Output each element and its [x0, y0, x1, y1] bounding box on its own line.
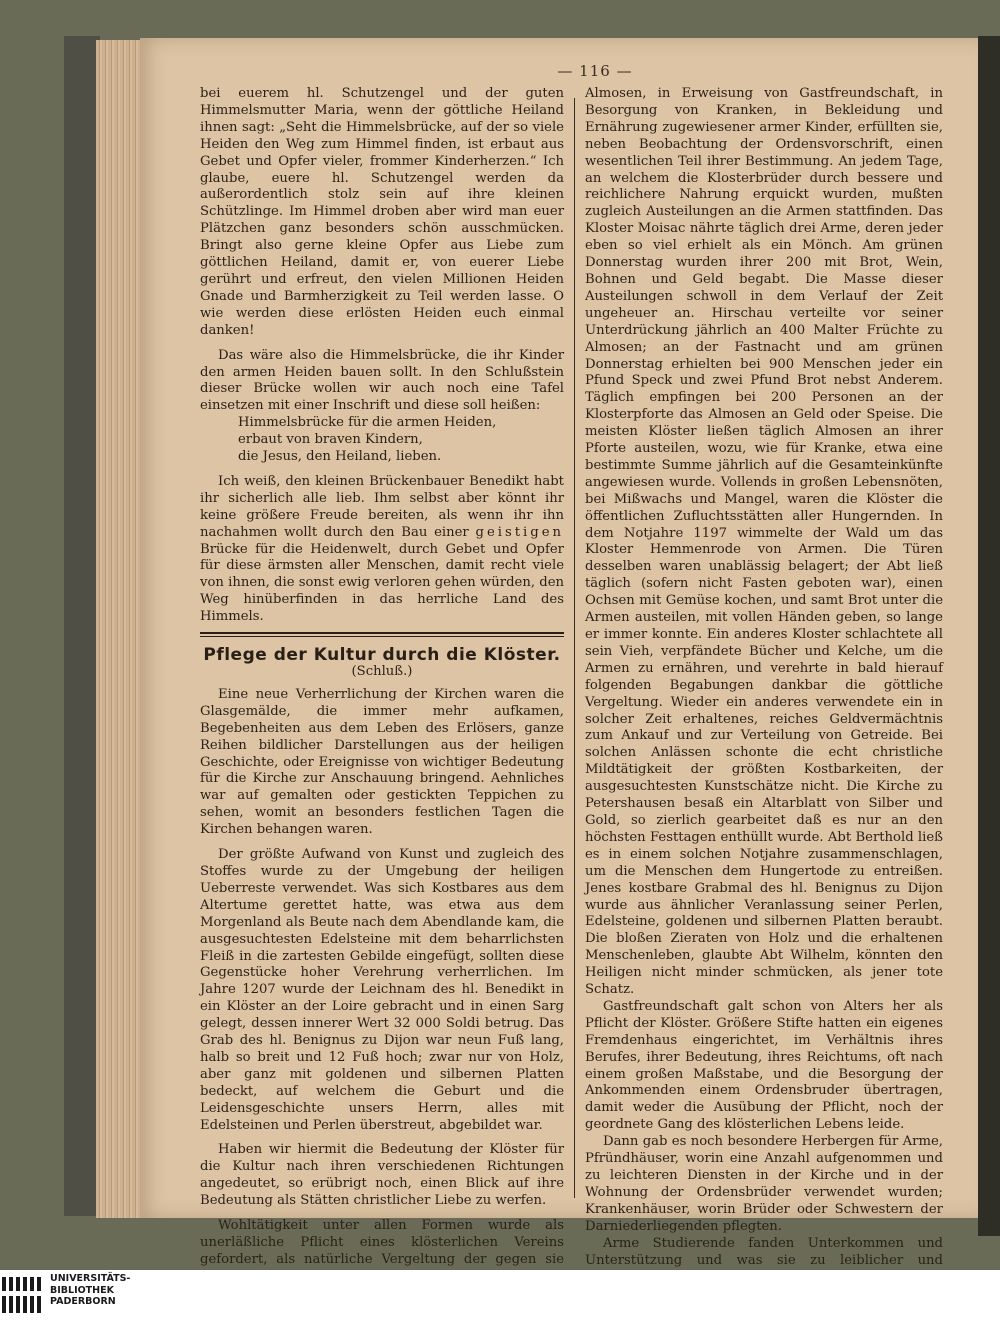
footer-bar [0, 1270, 1000, 1321]
paragraph: Dann gab es noch besondere Herbergen für Arme, Pfründhäuser, worin eine Anzahl aufgenommen und zu leichteren Diensten in der Kirche und in der Wohnung der Ordensbrüder verwendet wurden; Krankenhäuser, worin Brüder oder Schwestern der Darniederliegenden pflegten. [585, 1134, 943, 1234]
library-name-line: PADERBORN [50, 1296, 116, 1307]
text-run: Ich weiß, den kleinen Brückenbauer Benedikt habt ihr sicherlich alle lieb. Ihm selbst aber könnt ihr keine größere Freude bereiten, als wenn ihr ihn nachahmen wollt durch den Bau einer [200, 473, 564, 540]
paragraph: Almosen, in Erweisung von Gastfreundschaft, in Besorgung von Kranken, in Bekleidung und Ernährung zugewiesener armer Kinder, erfüllten sie, neben Beobachtung der Ordensvorschrift, einen wesentlichen Teil ihrer Bestimmung. An jedem Tage, an welchem die Klosterbrüder durch bessere und reichlichere Nahrung erquickt wurden, mußten zugleich Austeilungen an die Armen stattfinden. Das Kloster Moisac nährte täglich drei Arme, deren jeder eben so viel erhielt als ein Mönch. Am grünen Donnerstag wurden ihrer 200 mit Brot, Wein, Bohnen und Geld begabt. Die Masse dieser Austeilungen schwoll in dem Verlauf der Zeit ungeheuer an. Hirschau verteilte vor seiner Unterdrückung jährlich an 400 Malter Früchte zu Almosen; an der Fastnacht und am grünen Donnerstag erhielten bei 900 Menschen jeder ein Pfund Speck und zwei Pfund Brot nebst Anderem. Täglich empfingen bei 200 Personen an der Klosterpforte das Almosen an Geld oder Speise. Die meisten Klöster ließen täglich Almosen an ihrer Pforte austeilen, wozu, wie für Kranke, etwa eine bestimmte Summe jährlich auf die Gesamteinkünfte angewiesen wurde. Vollends in großen Lebensnöten, bei Mißwachs und Mangel, waren die Klöster die öffentlichen Zufluchtsstätten aller Hungernden. In dem Notjahre 1197 wimmelte der Wald um das Kloster Hemmenrode von Armen. Die Türen desselben waren unablässig belagert; der Abt ließ täglich (sofern nicht Fasten geboten war), einen Ochsen mit Gemüse kochen, und samt Brot unter die Armen austeilen, mit vollen Händen geben, so lange er immer konnte. Ein anderes Kloster schlachtete all sein Vieh, verpfändete Bücher und Kelche, um die Armen zu ernähren, und verehrte in bald hierauf folgenden Begabungen dankbar die göttliche Vergeltung. Wieder ein anderes verwendete ein in solcher Zeit erhaltenes, reiches Geldvermächtnis zum Ankauf und zur Verteilung von Getreide. Bei solchen Anlässen schonte die echt christliche Mildtätigkeit der größten Kostbarkeiten, der ausgesuchtesten Kunstschätze nicht. Die Kirche zu Petershausen besaß ein Altarblatt von Silber und Gold, so zierlich gearbeitet daß es nur an den höchsten Festtagen enthüllt wurde. Abt Berthold ließ es in einem solchen Notjahre zusammenschlagen, um die Menschen dem Hungertode zu entreißen. Jenes kostbare Grabmal des hl. Benignus zu Dijon wurde aus ähnlicher Veranlassung seiner Perlen, Edelsteine, goldenen und silbernen Platten beraubt. Die bloßen Zieraten von Holz und die erhaltenen Menschenleben, glaubte Abt Wilhelm, könnten den Heiligen nicht minder schmücken, als jener tote Schatz. [585, 86, 943, 998]
library-name-line: BIBLIOTHEK [50, 1284, 114, 1296]
column-rule [574, 98, 575, 1198]
text-run: Brücke für die Heidenwelt, durch Gebet und Opfer für diese ärmsten aller Menschen, damit recht viele von ihnen, die sonst ewig verloren gehen würden, den Weg hinüberfinden in das herrliche Land des Himmels. [200, 541, 564, 625]
paragraph: Arme Studierende fanden Unterkommen und Unterstützung und was sie zu leiblicher und [585, 1235, 943, 1268]
paragraph: Haben wir hiermit die Bedeutung der Klöster für die Kultur nach ihren verschiedenen Richtungen angedeutet, so erübrigt noch, einen Blick auf ihre Bedeutung als Stätten christlicher Liebe zu werfen. [200, 1142, 564, 1209]
paragraph: Das wäre also die Himmelsbrücke, die ihr Kinder den armen Heiden bauen sollt. In den Schlußstein dieser Brücke wollen wir auch noch eine Tafel einsetzen mit einer Inschrift und diese soll heißen: [200, 347, 564, 414]
paragraph: bei euerem hl. Schutzengel und der guten Himmelsmutter Maria, wenn der göttliche Heiland ihnen sagt: „Seht die Himmelsbrücke, auf der so viele Heiden den Weg zum Himmel finden, ist erbaut aus Gebet und Opfer vieler, frommer Kinderherzen.“ Ich glaube, euere hl. Schutzengel werden da außerordentlich stolz sein auf ihre kleinen Schützlinge. Im Himmel droben aber wird man euer Plätzchen ganz besonders schön ausschmücken. Bringt also gerne kleine Opfer aus Liebe zum göttlichen Heiland, damit er, von euerer Liebe gerührt und erfreut, den vielen Millionen Heiden Gnade und Barmherzigkeit zu Teil werden lasse. O wie werden diese erlösten Heiden euch einmal danken! [200, 86, 564, 338]
right-column [585, 86, 943, 1320]
paragraph: Eine neue Verherrlichung der Kirchen waren die Glasgemälde, die immer mehr aufkamen, Begebenheiten aus dem Leben des Erlösers, ganze Reihen bildlicher Darstellungen aus der heiligen Geschichte, oder Ereignisse von wichtiger Bedeutung für die Kirche zur Anschauung bringend. Aehnliches war auf gemalten oder gestickten Teppichen zu sehen, womit an besonders festlichen Tagen die Kirchen behangen waren. [200, 686, 564, 838]
book-cover [64, 36, 100, 1216]
paragraph: Der größte Aufwand von Kunst und zugleich des Stoffes wurde zu der Umgebung der heiligen Ueberreste verwendet. Was sich Kostbares aus dem Altertume gerettet hatte, was etwa aus dem Morgenland als Beute nach dem Abendlande kam, die ausgesuchtesten Edelsteine mit dem beharrlichsten Fleiß in die zartesten Gebilde eingefügt, sollten diese Gegenstücke hoher Verehrung verherrlichen. Im Jahre 1207 wurde der Leichnam des hl. Benedikt in ein Klöster an der Loire gebracht und in einen Sarg gelegt, dessen innerer Wert 32 000 Soldi betrug. Das Grab des hl. Benignus zu Dijon war neun Fuß lang, halb so breit und 12 Fuß hoch; zwar nur von Holz, aber ganz mit goldenen und silbernen Platten bedeckt, auf welchem die Geburt und die Leidensgeschichte unsers Herrn, alles mit Edelsteinen und Perlen überstreut, abgebildet war. [200, 847, 564, 1133]
library-name-line: UNIVERSITÄTS- [50, 1273, 131, 1284]
inscription-line: Himmelsbrücke für die armen Heiden, [238, 415, 497, 431]
paragraph [200, 474, 564, 626]
left-column [200, 86, 564, 1320]
paragraph: Wohltätigkeit unter allen Formen wurde als unerläßliche Pflicht eines klösterlichen Vereins gefordert, als natürliche Vergeltung der gegen sie [200, 1218, 564, 1267]
library-name [50, 1273, 130, 1308]
section-divider [200, 632, 564, 637]
library-logo-icon [0, 1273, 46, 1317]
inscription [238, 415, 564, 466]
article-subheading: (Schluß.) [351, 664, 413, 679]
page-number: — 116 — [557, 62, 633, 80]
inscription-line: die Jesus, den Heiland, lieben. [238, 449, 442, 465]
paragraph: Gastfreundschaft galt schon von Alters her als Pflicht der Klöster. Größere Stifte hatten ein eigenes Fremdenhaus eingerichtet, im Verhältnis ihres Berufes, ihrer Bedeutung, ihres Reichtums, oft nach einem großen Maßstabe, und die Besorgung der Ankommenden einem Ordensbruder übertragen, damit weder die Ausübung der Pflicht, noch der geordnete Gang des klösterlichen Lebens leide. [585, 998, 943, 1133]
spaced-word: geistigen [475, 524, 565, 540]
scan-border [978, 36, 1000, 1236]
article-heading: Pflege der Kultur durch die Klöster. [203, 645, 561, 666]
inscription-line: erbaut von braven Kindern, [238, 432, 423, 448]
